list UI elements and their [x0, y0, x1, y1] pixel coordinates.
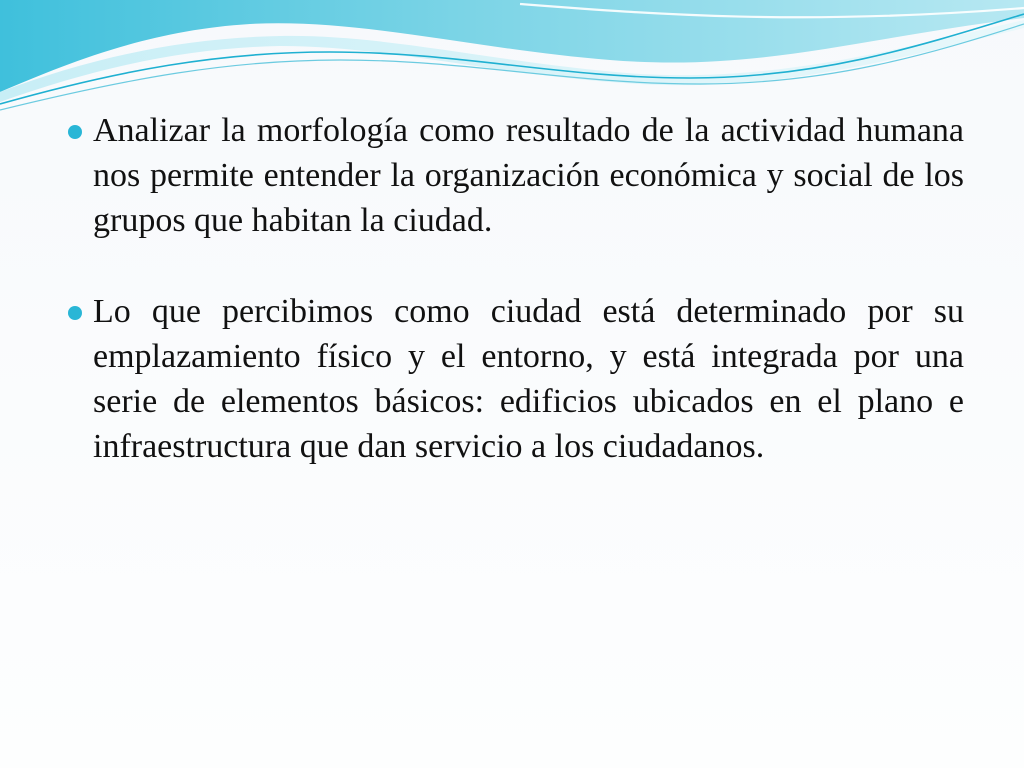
bullet-item-1 [64, 108, 964, 243]
slide-content [64, 108, 964, 515]
bullet-dot-icon [68, 306, 82, 320]
bullet-text-1: Analizar la morfología como resultado de la actividad humana nos permite entender la organización económica y social de los grupos que habitan la ciudad. [93, 112, 964, 239]
bullet-dot-icon [68, 125, 82, 139]
wave-shape-main [0, 0, 1024, 92]
decorative-wave-header [0, 0, 1024, 120]
bullet-text-2: Lo que percibimos como ciudad está determinado por su emplazamiento físico y el entorno, y está integrada por una serie de elementos básicos: edificios ubicados en el plano e infraestructura que dan servicio a los ciudadanos. [93, 293, 964, 465]
bullet-item-2 [64, 289, 964, 469]
